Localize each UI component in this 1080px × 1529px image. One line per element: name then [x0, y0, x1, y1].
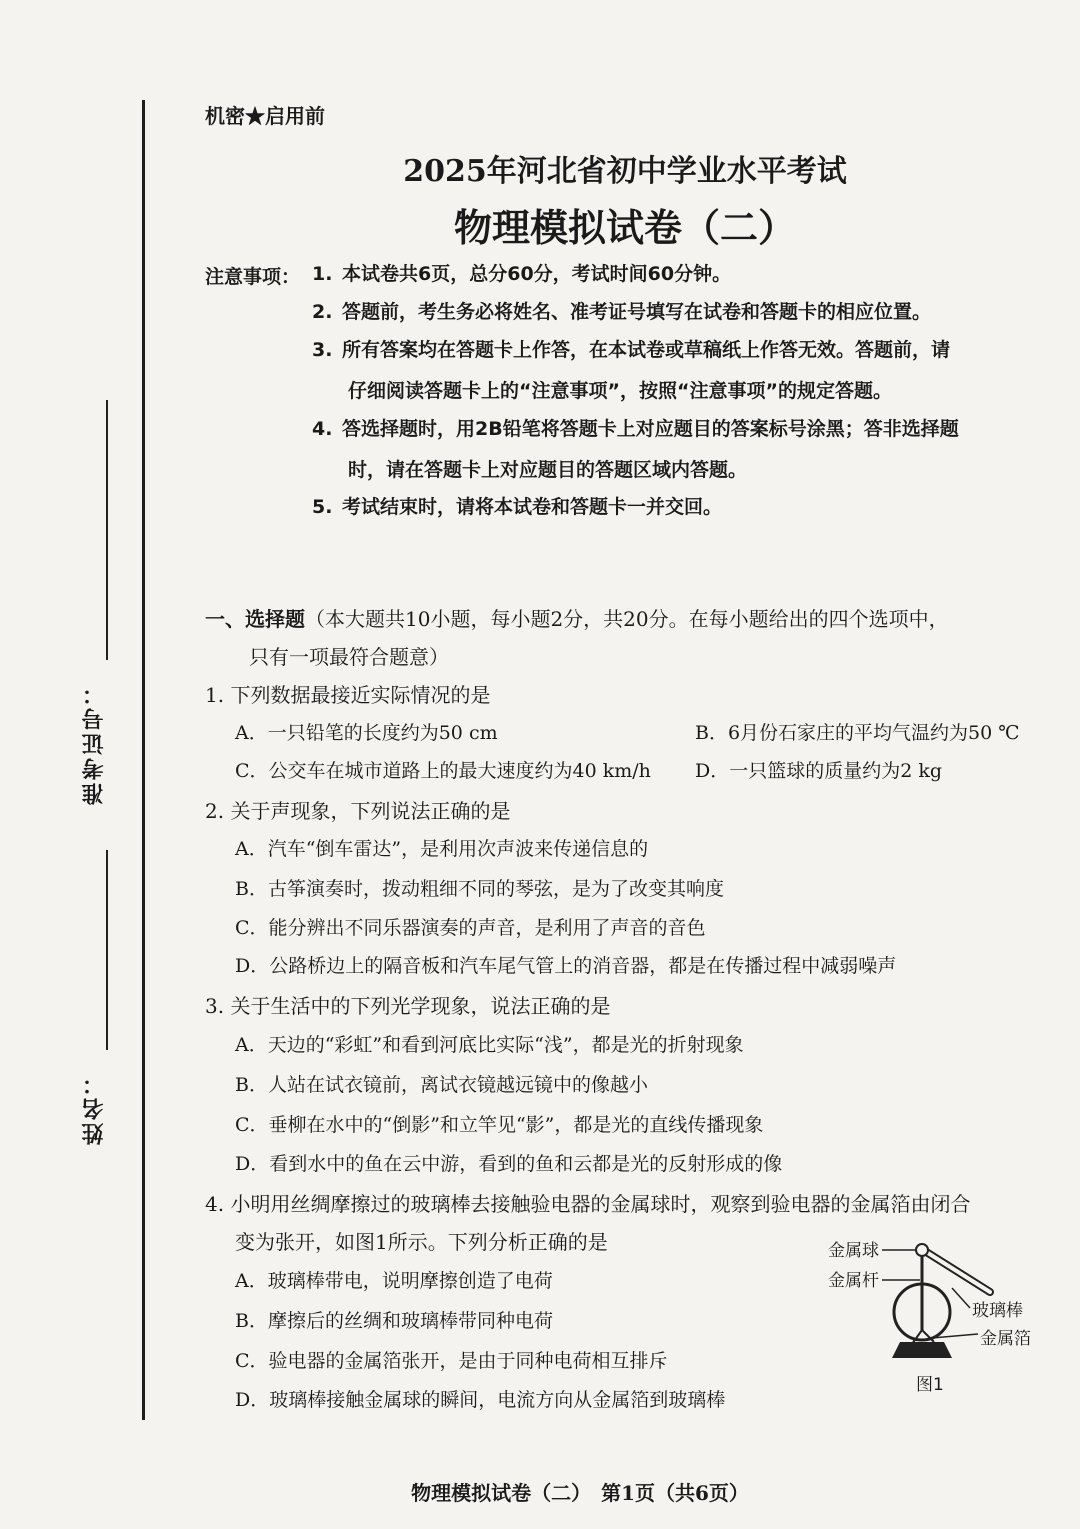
option: B．人站在试衣镜前，离试衣镜越远镜中的像越小 — [235, 1074, 648, 1096]
option: C．公交车在城市道路上的最大速度约为40 km/h — [235, 760, 651, 782]
exam-id-label: 准考证号： — [81, 680, 107, 805]
question-stem: 1. 下列数据最接近实际情况的是 — [205, 683, 491, 707]
notice-item: 1. 本试卷共6页，总分60分，考试时间60分钟。 — [312, 263, 732, 285]
notice-item: 4. 答选择题时，用2B铅笔将答题卡上对应题目的答案标号涂黑；答非选择题 时，请在答题卡上对应题目的答题区域内答题。 — [312, 418, 959, 481]
name-blank — [106, 850, 108, 1050]
question-stem: 2. 关于声现象，下列说法正确的是 — [205, 799, 511, 823]
name-label: 姓名： — [81, 1070, 107, 1145]
notice-item: 2. 答题前，考生务必将姓名、准考证号填写在试卷和答题卡的相应位置。 — [312, 301, 932, 323]
option: B．6月份石家庄的平均气温约为50 ℃ — [695, 722, 1020, 744]
option: C．垂柳在水中的“倒影”和立竿见“影”，都是光的直线传播现象 — [235, 1114, 764, 1136]
figure-label: 金属杆 — [828, 1271, 879, 1291]
figure-caption: 图1 — [916, 1375, 944, 1395]
page-footer: 物理模拟试卷（二） 第1页（共6页） — [411, 1481, 749, 1505]
metal-foil-left — [912, 1330, 922, 1344]
confidential-mark: 机密★启用前 — [205, 104, 325, 128]
notice-item: 3. 所有答案均在答题卡上作答，在本试卷或草稿纸上作答无效。答题前，请 仔细阅读答题卡上的“注意事项”，按照“注意事项”的规定答题。 — [312, 339, 951, 402]
option: C．验电器的金属箔张开，是由于同种电荷相互排斥 — [235, 1350, 668, 1372]
question-stem-cont: 变为张开，如图1所示。下列分析正确的是 — [235, 1230, 608, 1254]
option: C．能分辨出不同乐器演奏的声音，是利用了声音的音色 — [235, 917, 706, 939]
option: D．看到水中的鱼在云中游，看到的鱼和云都是光的反射形成的像 — [235, 1153, 783, 1175]
metal-ball — [916, 1244, 928, 1256]
electroscope-figure — [820, 1230, 1060, 1410]
leader-line — [952, 1288, 970, 1308]
electroscope-base — [892, 1342, 952, 1358]
section-choice: 一、选择题（本大题共10小题，每小题2分，共20分。在每小题给出的四个选项中， 只有一项最符合题意） — [205, 607, 949, 669]
option: A．一只铅笔的长度约为50 cm — [235, 722, 498, 744]
option: D．玻璃棒接触金属球的瞬间，电流方向从金属箔到玻璃棒 — [235, 1389, 726, 1411]
exam-title: 2025年河北省初中学业水平考试 — [403, 154, 847, 189]
option: A．汽车“倒车雷达”，是利用次声波来传递信息的 — [235, 838, 649, 860]
question-stem: 4. 小明用丝绸摩擦过的玻璃棒去接触验电器的金属球时，观察到验电器的金属箔由闭合 — [205, 1192, 971, 1216]
exam-id-blank — [106, 400, 108, 660]
paper-subtitle: 物理模拟试卷（二） — [453, 206, 796, 250]
figure-label: 玻璃棒 — [972, 1301, 1023, 1321]
option: A．玻璃棒带电，说明摩擦创造了电荷 — [235, 1270, 553, 1292]
notice-label: 注意事项： — [205, 266, 301, 288]
question-stem: 3. 关于生活中的下列光学现象，说法正确的是 — [205, 994, 611, 1018]
option: D．公路桥边上的隔音板和汽车尾气管上的消音器，都是在传播过程中减弱噪声 — [235, 955, 897, 977]
option: D．一只篮球的质量约为2 kg — [695, 760, 943, 782]
binding-line — [142, 100, 145, 1420]
figure-label: 金属箔 — [980, 1329, 1031, 1349]
option: A．天边的“彩虹”和看到河底比实际“浅”，都是光的折射现象 — [235, 1034, 744, 1056]
figure-label: 金属球 — [828, 1241, 879, 1261]
option: B．摩擦后的丝绸和玻璃棒带同种电荷 — [235, 1310, 553, 1332]
notice-item: 5. 考试结束时，请将本试卷和答题卡一并交回。 — [312, 496, 723, 518]
option: B．古筝演奏时，拨动粗细不同的琴弦，是为了改变其响度 — [235, 878, 724, 900]
